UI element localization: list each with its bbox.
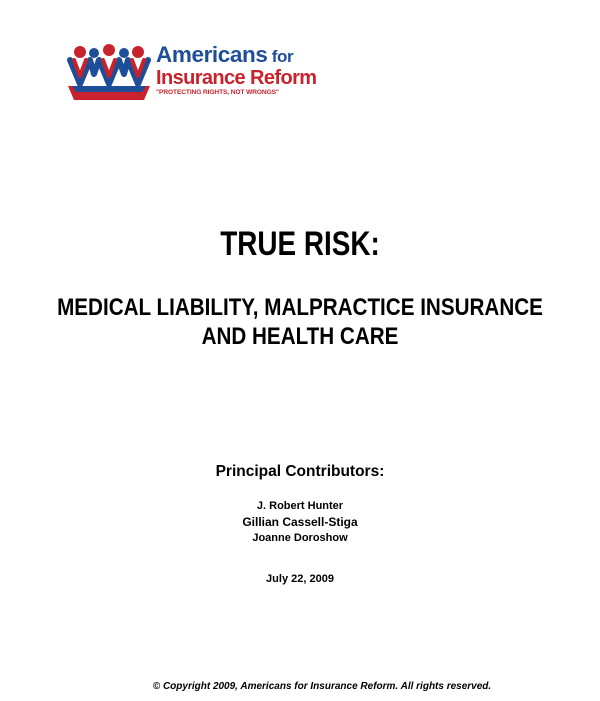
contributor-name: Joanne Doroshow [252,532,348,544]
contributor-name: J. Robert Hunter [256,500,344,512]
logo-tagline: "PROTECTING RIGHTS, NOT WRONGS" [156,89,279,96]
logo-wordmark-line1 [156,44,316,68]
contributors-heading: Principal Contributors: [215,463,385,480]
organization-logo [66,40,317,112]
document-subtitle [42,293,558,351]
copyright-notice: © Copyright 2009, Americans for Insurance Reform. All rights reserved. [152,681,492,692]
logo-people-emblem-icon [66,40,152,106]
subtitle-line-2: AND HEALTH CARE [201,323,399,350]
logo-wordmark [156,44,316,96]
contributor-name: Gillian Cassell-Stiga [242,515,358,529]
logo-americans: Americans [156,42,268,67]
contributors-list [0,498,600,546]
publication-date: July 22, 2009 [266,573,334,585]
logo-for: for [267,47,294,66]
logo-wordmark-line2: Insurance Reform [156,67,317,89]
subtitle-line-1: MEDICAL LIABILITY, MALPRACTICE INSURANCE [57,294,543,321]
document-title: TRUE RISK: [220,225,380,263]
